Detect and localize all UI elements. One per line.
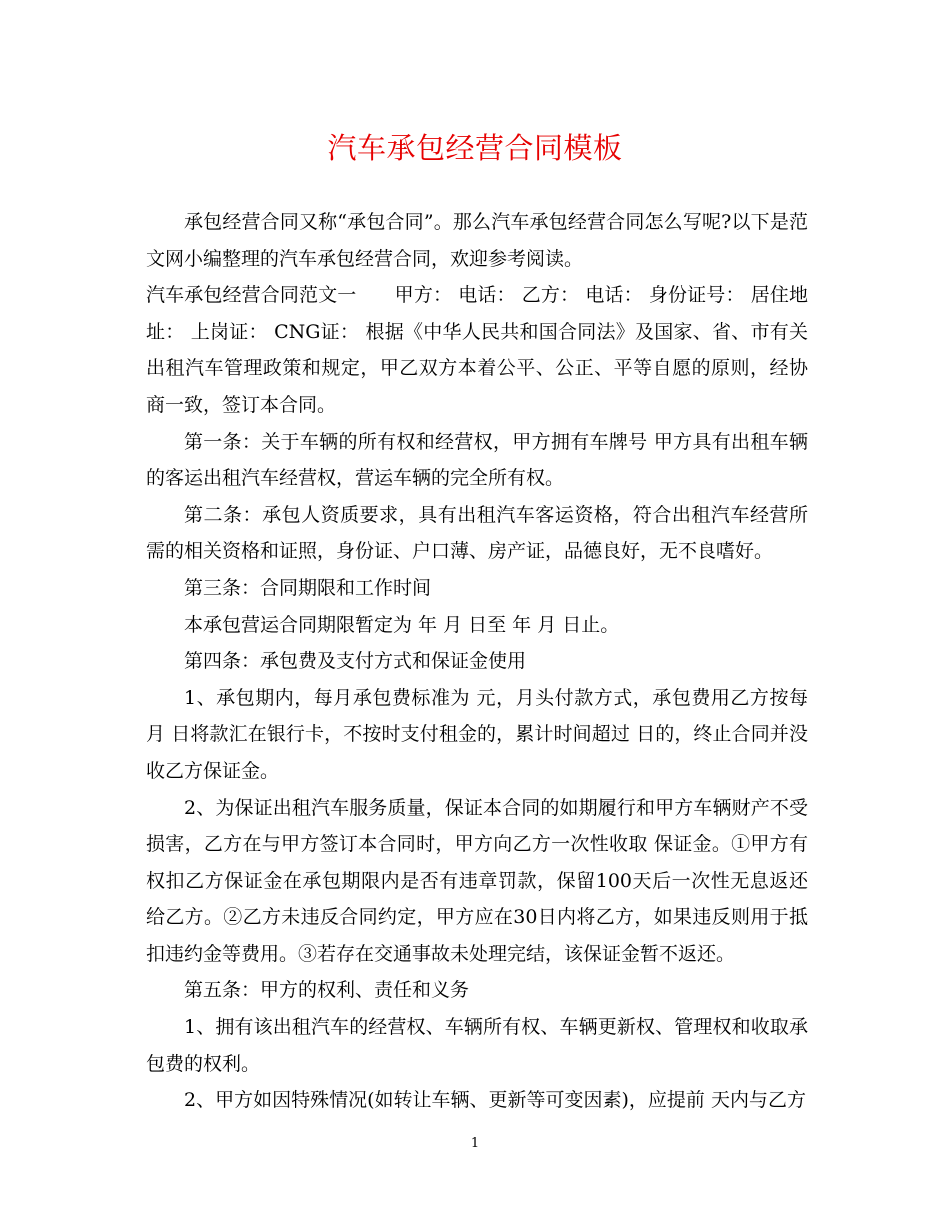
document-title: 汽车承包经营合同模板 — [327, 131, 623, 165]
page-number: 1 — [470, 1136, 480, 1151]
paragraph-article-5-item-1: 1、拥有该出租汽车的经营权、车辆所有权、车辆更新权、管理权和收取承包费的权利。 — [146, 1016, 808, 1075]
paragraph-intro: 承包经营合同又称“承包合同”。那么汽车承包经营合同怎么写呢?以下是范文网小编整理的汽车承包经营合同，欢迎参考阅读。 — [146, 211, 808, 270]
paragraph-article-5-heading: 第五条：甲方的权利、责任和义务 — [184, 979, 470, 1002]
paragraph-article-4-heading: 第四条：承包费及支付方式和保证金使用 — [184, 650, 527, 673]
paragraph-article-3-heading: 第三条：合同期限和工作时间 — [184, 576, 432, 599]
paragraph-article-4-item-1: 1、承包期内，每月承包费标准为 元，月头付款方式，承包费用乙方按每月 日将款汇在银行卡，不按时支付租金的，累计时间超过 日的，终止合同并没收乙方保证金。 — [146, 686, 808, 782]
paragraph-article-1: 第一条：关于车辆的所有权和经营权，甲方拥有车牌号 甲方具有出租车辆的客运出租汽车经营权，营运车辆的完全所有权。 — [146, 430, 808, 490]
paragraph-article-2: 第二条：承包人资质要求，具有出租汽车客运资格，符合出租汽车经营所需的相关资格和证照，身份证、户口薄、房产证，品德良好，无不良嗜好。 — [146, 503, 808, 563]
paragraph-article-5-item-2: 2、甲方如因特殊情况(如转让车辆、更新等可变因素)，应提前 天内与乙方 — [184, 1089, 806, 1112]
paragraph-article-3-term: 本承包营运合同期限暂定为 年 月 日至 年 月 日止。 — [184, 613, 620, 636]
paragraph-article-4-item-2: 2、为保证出租汽车服务质量，保证本合同的如期履行和甲方车辆财产不受损害，乙方在与甲方签订本合同时，甲方向乙方一次性收取 保证金。①甲方有权扣乙方保证金在承包期限内是否有违章罚款，保留100天后一次性无息返还给乙方。②乙方未违反合同约定，甲方应在30日内将乙方，如果违反则用于抵扣违约金等费用。③若存在交通事故未处理完结，该保证金暂不返还。 — [146, 796, 808, 965]
document-body — [146, 204, 808, 1119]
paragraph-contract-parties: 汽车承包经营合同范文一 甲方： 电话： 乙方： 电话： 身份证号： 居住地址： 上岗证： CNG证： 根据《中华人民共和国合同法》及国家、省、市有关出租汽车管理政策和规定，甲乙双方本着公平、公正、平等自愿的原则，经协商一致，签订本合同。 — [146, 284, 808, 416]
